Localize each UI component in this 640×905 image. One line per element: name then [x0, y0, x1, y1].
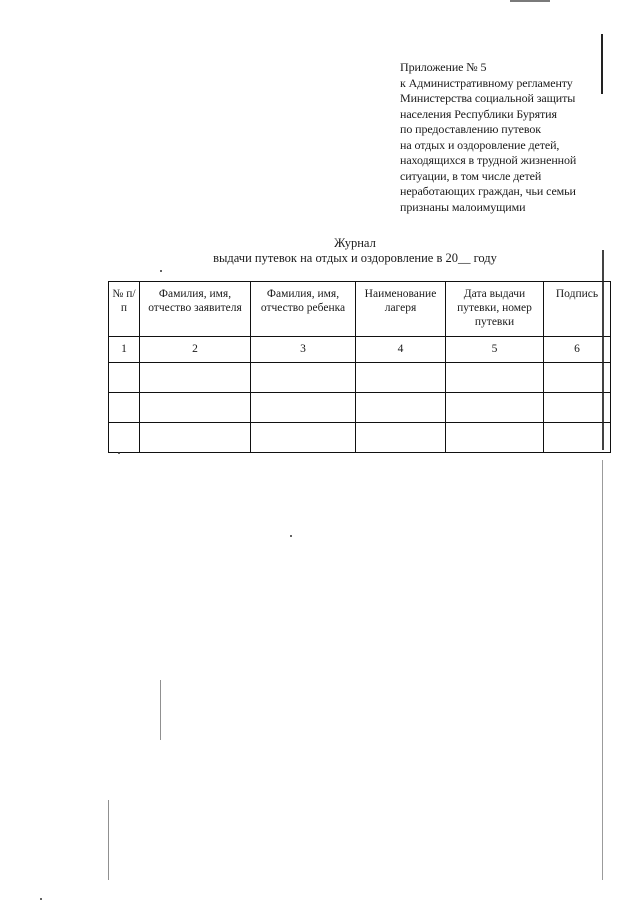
scan-edge-streak [108, 800, 109, 880]
column-number-row [109, 337, 611, 363]
header-cell-applicant-name: Фамилия, имя, отчество заявителя [140, 282, 251, 337]
appendix-line: неработающих граждан, чьи семьи [400, 184, 576, 198]
table-row [109, 423, 611, 453]
column-number: 6 [544, 337, 611, 363]
appendix-line: Приложение № 5 [400, 60, 487, 74]
table-row [109, 393, 611, 423]
scan-edge-streak [602, 460, 603, 880]
empty-cell [544, 393, 611, 423]
appendix-line: населения Республики Бурятия [400, 106, 557, 121]
header-cell-child-name: Фамилия, имя, отчество ребенка [251, 282, 356, 337]
empty-cell [109, 423, 140, 453]
scan-edge-streak [601, 34, 603, 94]
appendix-line: признаны малоимущими [400, 199, 526, 214]
empty-cell [544, 423, 611, 453]
scan-edge-streak [160, 680, 161, 740]
column-number: 3 [251, 337, 356, 363]
header-cell-signature: Подпись [544, 282, 611, 337]
empty-cell [356, 423, 446, 453]
empty-cell [251, 393, 356, 423]
journal-title: Журнал [334, 236, 376, 250]
empty-cell [356, 363, 446, 393]
header-cell-issue-date: Дата выдачи путевки, номер путевки [446, 282, 544, 337]
empty-cell [251, 423, 356, 453]
empty-cell [544, 363, 611, 393]
empty-cell [446, 393, 544, 423]
journal-subtitle: выдачи путевок на отдых и оздоровление в 20__ году [213, 251, 497, 265]
issuance-log-table [108, 281, 611, 453]
journal-heading [180, 236, 530, 266]
column-number: 4 [356, 337, 446, 363]
empty-cell [446, 363, 544, 393]
appendix-line: ситуации, в том числе детей [400, 168, 542, 183]
scan-speck [160, 270, 162, 272]
appendix-line: Министерства социальной защиты [400, 91, 576, 105]
column-number: 5 [446, 337, 544, 363]
scan-speck [118, 452, 120, 454]
header-cell-camp-name: Наименование лагеря [356, 282, 446, 337]
empty-cell [356, 393, 446, 423]
empty-cell [109, 393, 140, 423]
empty-cell [140, 393, 251, 423]
header-cell-number: № п/п [109, 282, 140, 337]
empty-cell [109, 363, 140, 393]
scan-speck [40, 898, 42, 900]
empty-cell [446, 423, 544, 453]
column-number: 2 [140, 337, 251, 363]
appendix-line: находящихся в трудной жизненной [400, 153, 577, 167]
appendix-line: по предоставлению путевок [400, 122, 541, 136]
empty-cell [140, 423, 251, 453]
column-number: 1 [109, 337, 140, 363]
empty-cell [251, 363, 356, 393]
table-row [109, 363, 611, 393]
scan-speck [290, 535, 292, 537]
appendix-line: на отдых и оздоровление детей, [400, 137, 560, 152]
appendix-line: к Административному регламенту [400, 75, 573, 90]
scan-edge-streak [602, 250, 604, 450]
empty-cell [140, 363, 251, 393]
table-header-row [109, 282, 611, 337]
scan-top-mark [510, 0, 550, 2]
